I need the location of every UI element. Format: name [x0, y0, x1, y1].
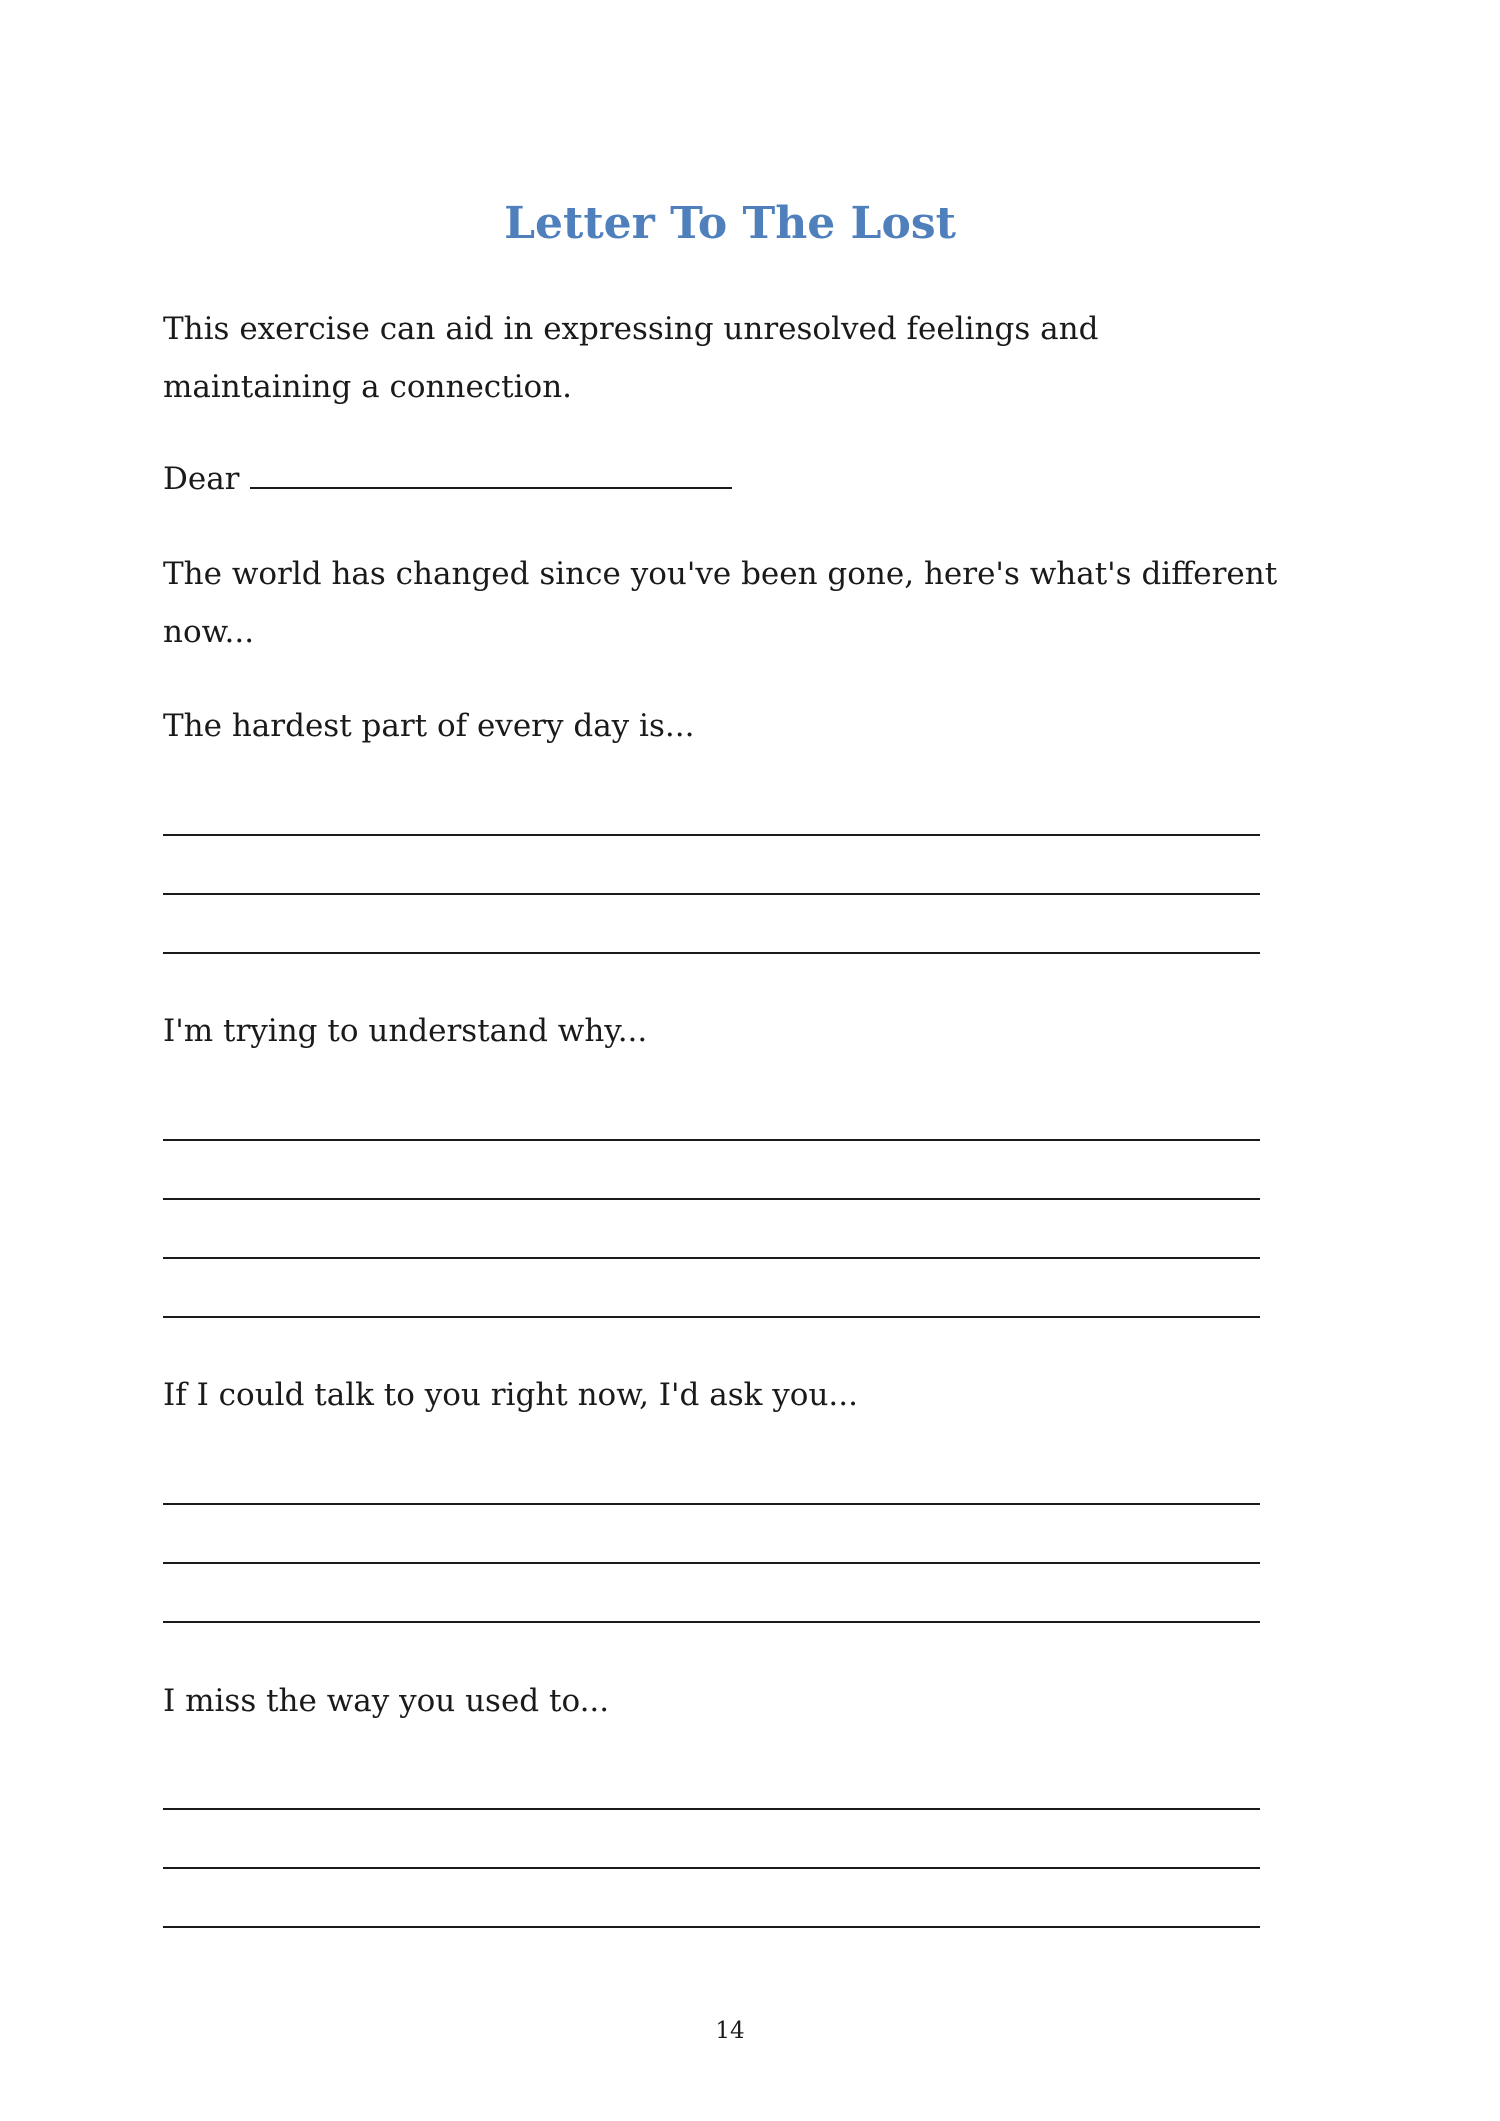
writing-line[interactable] — [163, 1621, 1260, 1623]
writing-line[interactable] — [163, 1139, 1260, 1141]
writing-line[interactable] — [163, 1257, 1260, 1259]
prompt-miss: I miss the way you used to... — [163, 1683, 610, 1719]
page-title: Letter To The Lost — [504, 198, 956, 249]
recipient-name-blank[interactable] — [250, 451, 732, 489]
prompt-hardest: The hardest part of every day is... — [163, 708, 695, 744]
writing-line[interactable] — [163, 952, 1260, 954]
writing-line[interactable] — [163, 1562, 1260, 1564]
prompt-ask: If I could talk to you right now, I'd ask you... — [163, 1377, 858, 1413]
salutation-line — [163, 450, 1293, 508]
writing-line[interactable] — [163, 1926, 1260, 1928]
intro-text: This exercise can aid in expressing unresolved feelings and maintaining a connection. — [163, 311, 1099, 405]
salutation-label: Dear — [163, 461, 240, 497]
writing-line[interactable] — [163, 1503, 1260, 1505]
writing-line[interactable] — [163, 893, 1260, 895]
writing-line[interactable] — [163, 1198, 1260, 1200]
prompt-understand: I'm trying to understand why... — [163, 1013, 648, 1049]
writing-line[interactable] — [163, 1867, 1260, 1869]
writing-line[interactable] — [163, 1808, 1260, 1810]
writing-line[interactable] — [163, 1316, 1260, 1318]
writing-line[interactable] — [163, 834, 1260, 836]
prompt-changed: The world has changed since you've been gone, here's what's different now... — [163, 556, 1278, 650]
page-number: 14 — [715, 2018, 745, 2044]
